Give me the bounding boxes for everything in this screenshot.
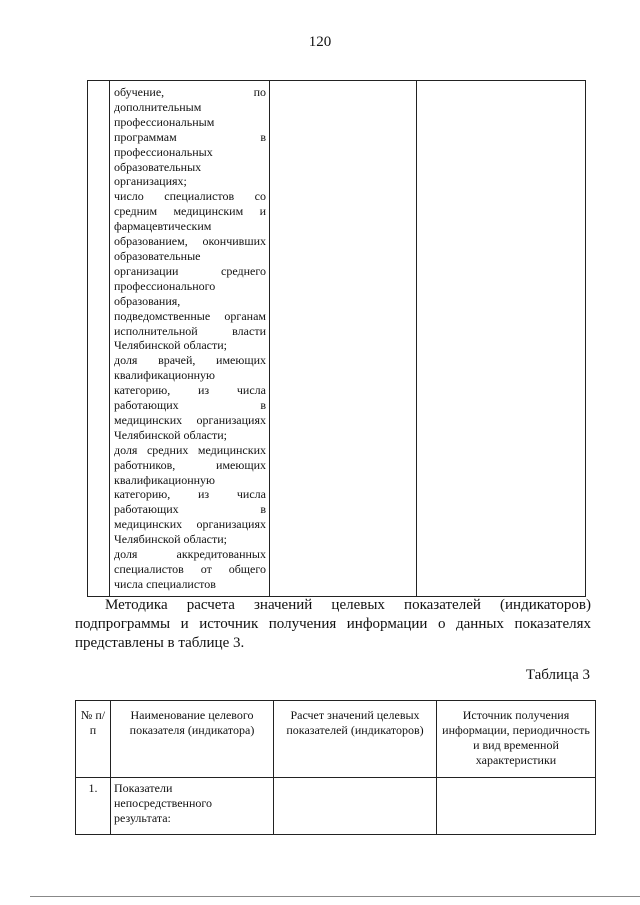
indicator-line: организации среднего: [114, 263, 266, 278]
paragraph-line: представлены в таблице 3.: [75, 635, 245, 651]
table-header-row: [76, 701, 596, 778]
row-calculation: [274, 778, 437, 835]
row-source: [437, 778, 596, 835]
header-indicator-name: Наименование целевого показателя (индикатора): [111, 701, 274, 778]
indicator-line: доля средних медицинских: [114, 442, 266, 457]
continuation-cell-indicators: [110, 81, 270, 597]
continuation-table: [87, 80, 586, 597]
indicator-line: работников, имеющих: [114, 457, 266, 472]
continuation-cell-number: [88, 81, 110, 597]
continuation-cell-source: [417, 81, 586, 597]
page-number: 120: [308, 34, 332, 50]
indicator-line: квалификационную: [114, 472, 216, 487]
indicator-line: медицинских организациях: [114, 517, 266, 532]
indicator-line: Челябинской области;: [114, 427, 227, 442]
row-indicator-name: Показатели непосредственного результата:: [111, 778, 274, 835]
header-source: Источник получения информации, периодичность и вид временной характеристики: [437, 701, 596, 778]
indicator-line: подведомственные органам: [114, 308, 266, 323]
indicator-line: средним медицинским и: [114, 204, 266, 219]
row-number: 1.: [76, 778, 111, 835]
scan-edge-line: [30, 896, 640, 897]
indicator-list: [110, 81, 269, 594]
indicator-line: фармацевтическим: [114, 219, 212, 234]
header-number: № п/п: [76, 701, 111, 778]
paragraph-line: подпрограммы и источник получения информации о данных показателях: [75, 616, 591, 632]
indicator-line: доля аккредитованных: [114, 547, 266, 562]
methodology-paragraph: [75, 596, 591, 653]
indicator-line: организациях;: [114, 174, 187, 189]
indicator-line: категорию, из числа: [114, 487, 266, 502]
indicator-line: числа специалистов: [114, 576, 216, 591]
indicator-table: [75, 700, 596, 835]
continuation-cell-calc: [270, 81, 417, 597]
table-caption: Таблица 3: [525, 667, 590, 683]
indicator-line: число специалистов со: [114, 189, 266, 204]
indicator-line: обучение, по: [114, 85, 266, 99]
indicator-line: категорию, из числа: [114, 383, 266, 398]
indicator-line: работающих в: [114, 398, 266, 413]
indicator-line: Челябинской области;: [114, 532, 227, 547]
indicator-line: доля врачей, имеющих: [114, 353, 266, 368]
header-calculation: Расчет значений целевых показателей (индикаторов): [274, 701, 437, 778]
indicator-line: профессиональным: [114, 114, 215, 129]
indicator-line: профессионального: [114, 278, 216, 293]
indicator-line: исполнительной власти: [114, 323, 266, 338]
indicator-line: медицинских организациях: [114, 412, 266, 427]
indicator-line: образовательных: [114, 159, 202, 174]
indicator-line: работающих в: [114, 502, 266, 517]
indicator-line: дополнительным: [114, 99, 202, 114]
indicator-line: Челябинской области;: [114, 338, 227, 353]
indicator-line: образовательные: [114, 248, 201, 263]
paragraph-line: Методика расчета значений целевых показателей (индикаторов): [105, 597, 591, 613]
indicator-line: профессиональных: [114, 144, 213, 159]
indicator-line: образования,: [114, 293, 181, 308]
indicator-line: образованием, окончивших: [114, 234, 266, 249]
indicator-line: специалистов от общего: [114, 562, 266, 576]
indicator-line: программам в: [114, 129, 266, 144]
indicator-line: квалификационную: [114, 368, 216, 383]
table-row: [76, 778, 596, 835]
